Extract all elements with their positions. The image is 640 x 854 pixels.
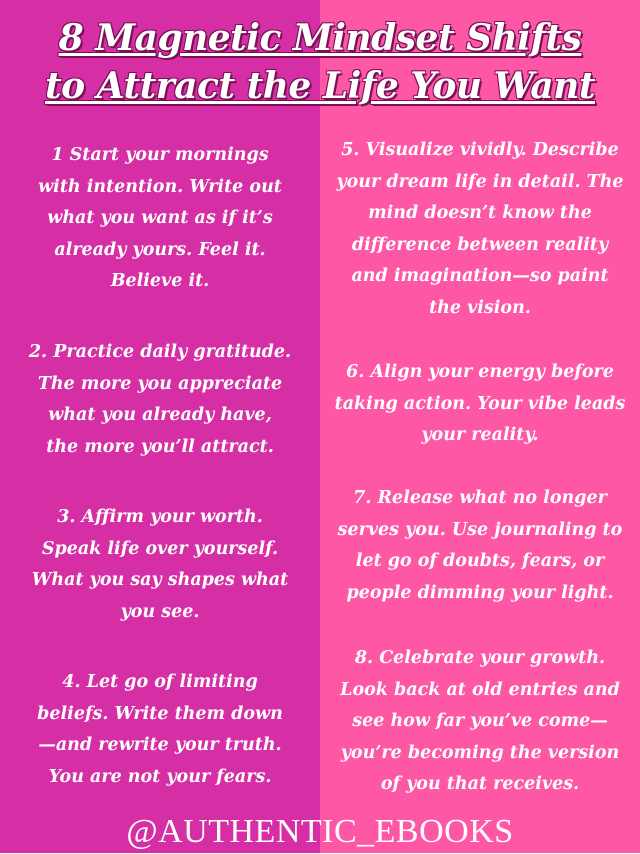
tip-line: 6. Align your energy before (346, 362, 614, 382)
tip-line: your reality. (421, 425, 539, 445)
tip-6 (328, 357, 632, 452)
tip-8 (328, 643, 632, 801)
tip-line: 8. Celebrate your growth. (354, 648, 606, 668)
tip-line: let go of doubts, fears, or (355, 551, 605, 571)
tip-7 (328, 483, 632, 609)
tip-1 (8, 140, 312, 298)
tip-line: what you want as if it’s (47, 208, 273, 228)
tip-line: 4. Let go of limiting (62, 672, 258, 692)
tip-line: you see. (120, 601, 200, 622)
tip-line: You are not your fears. (48, 766, 272, 787)
tip-line: already yours. Feel it. (54, 239, 266, 260)
tip-line: —and rewrite your truth. (38, 735, 282, 755)
tip-line: difference between reality (351, 234, 609, 255)
tip-line: and imagination—so paint (351, 266, 609, 286)
tip-line: beliefs. Write them down (37, 703, 283, 724)
tip-line: your dream life in detail. The (336, 171, 624, 192)
tip-line: taking action. Your vibe leads (334, 393, 626, 414)
tip-line: the more you’ll attract. (46, 436, 274, 457)
tip-line: The more you appreciate (37, 373, 283, 394)
tip-line: Look back at old entries and (340, 679, 620, 700)
tip-line: mind doesn’t know the (368, 203, 592, 223)
tip-line: what you already have, (48, 405, 272, 425)
tip-line: Speak life over yourself. (41, 538, 279, 559)
tip-line: serves you. Use journaling to (337, 519, 623, 540)
tip-4 (8, 667, 312, 793)
tip-line: What you say shapes what (31, 570, 289, 590)
tip-line: you’re becoming the version (340, 742, 620, 763)
page-title (0, 14, 640, 110)
author-handle: @AUTHENTIC_EBOOKS (126, 813, 514, 850)
tip-5 (328, 135, 632, 324)
tip-line: with intention. Write out (38, 176, 282, 197)
tip-line: of you that receives. (380, 774, 580, 794)
tip-line: Believe it. (110, 271, 210, 291)
tip-line: people dimming your light. (346, 582, 614, 603)
tip-line: see how far you’ve come— (352, 711, 608, 731)
title-line-2: to Attract the Life You Want (45, 65, 595, 107)
tip-line: 3. Affirm your worth. (57, 507, 263, 527)
tip-line: 2. Practice daily gratitude. (28, 342, 292, 362)
tip-line: 5. Visualize vividly. Describe (341, 140, 619, 160)
tip-2 (8, 337, 312, 463)
tip-3 (8, 502, 312, 628)
tip-line: 7. Release what no longer (353, 488, 607, 508)
tip-line: 1 Start your mornings (51, 145, 269, 165)
tip-line: the vision. (429, 297, 531, 318)
title-line-1: 8 Magnetic Mindset Shifts (58, 17, 582, 59)
